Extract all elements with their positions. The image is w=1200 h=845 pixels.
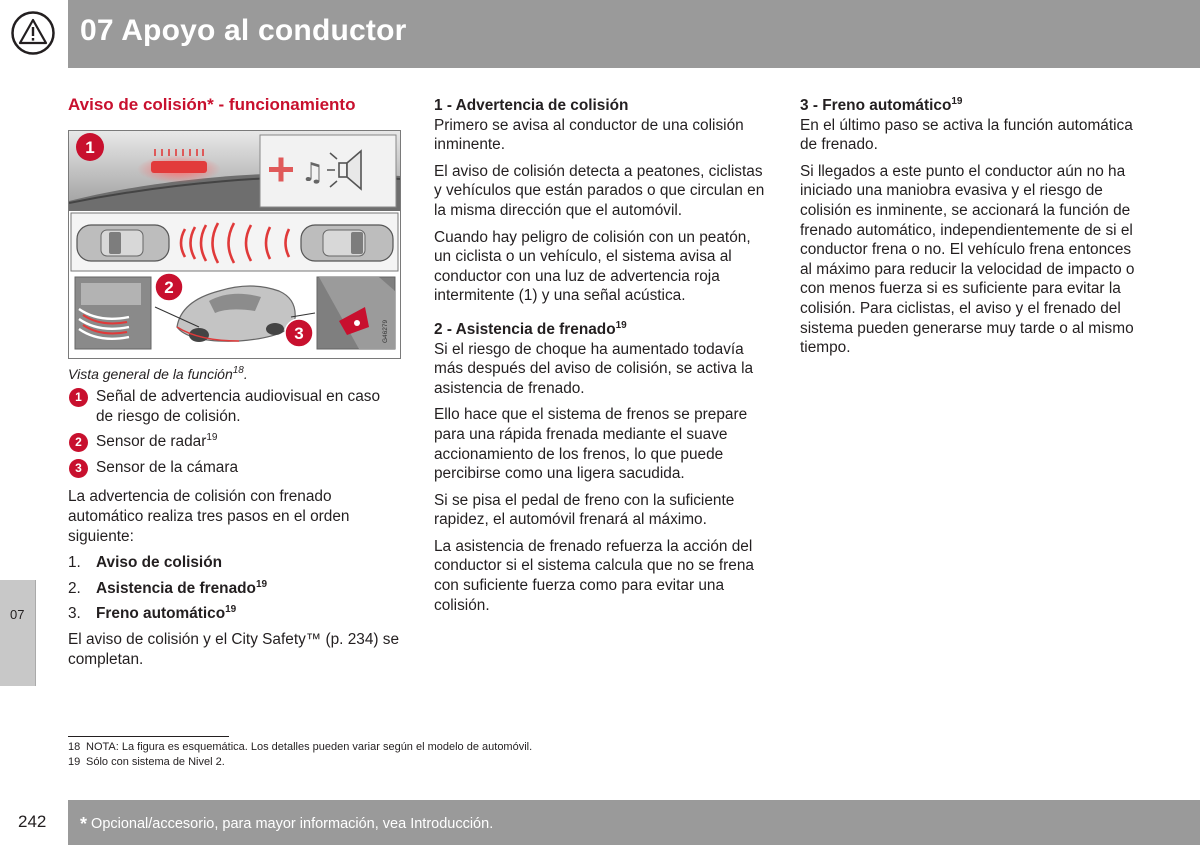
- badge-2: [155, 273, 183, 301]
- legend-badge: 2: [69, 433, 88, 452]
- chapter-tab-label: 07: [10, 607, 25, 622]
- legend-badge: 1: [69, 388, 88, 407]
- step-text: Aviso de colisión: [96, 554, 223, 572]
- paragraph: Ello hace que el sistema de frenos se prepare para una rápida frenada mediante el suave accionamiento de los frenos, lo que puede percibirse como una ligera sacudida.: [434, 406, 748, 483]
- closing-paragraph: El aviso de colisión y el City Safety™ (p. 234) se completan.: [68, 630, 400, 668]
- paragraph: Si llegados a este punto el conductor aún no ha iniciado una maniobra evasiva y el riesgo de colisión es inminente, se accionará la función de frenado automático, independientemente de si el conductor frena o no. El vehículo frena entonces al máximo para reducir la velocidad de impacto o con menos fuerza si es suficiente para evitar la colisión. Para ciclistas, el aviso y el frenado del sistema pueden generarse muy tarde o al mismo tiempo.: [800, 162, 1135, 357]
- figure-caption: [68, 365, 401, 383]
- step-number: 2.: [68, 579, 81, 597]
- legend-badge: 3: [69, 459, 88, 478]
- page-number: 242: [18, 812, 47, 831]
- legend-text: Sensor de la cámara: [96, 458, 239, 476]
- footnote-text: NOTA: La figura es esquemática. Los detalles pueden variar según el modelo de automóvil.: [86, 741, 533, 753]
- paragraph: Cuando hay peligro de colisión con un peatón, un ciclista o un vehículo, el sistema avisa al conductor con una luz de advertencia roja intermitente (1) y una señal acústica.: [434, 228, 751, 305]
- figure-caption-ref: 18: [232, 365, 244, 376]
- step-item: [68, 553, 401, 573]
- section-3-sup: 19: [951, 96, 963, 107]
- step-item: [68, 579, 401, 599]
- legend-item: [68, 432, 401, 452]
- footer-star: *: [80, 814, 88, 834]
- footnote: [68, 741, 532, 753]
- page-title: 07 Apoyo al conductor: [80, 14, 407, 47]
- figure-code: G46279: [382, 319, 389, 343]
- grille: [81, 283, 141, 305]
- section-heading: Aviso de colisión* - funcionamiento: [68, 95, 356, 114]
- vehicle-ahead-icon: [301, 225, 393, 261]
- footnote: [68, 756, 225, 768]
- section-3-title-text: 3 - Freno automático: [800, 97, 952, 114]
- footnote-text: Sólo con sistema de Nivel 2.: [86, 756, 225, 768]
- footnote-number: 19: [68, 756, 81, 768]
- chapter-tab-rule: [35, 580, 36, 686]
- step-text: Asistencia de frenado: [96, 579, 256, 597]
- footnote-number: 18: [68, 741, 81, 753]
- step-sup: 19: [225, 604, 237, 616]
- badge-3-label: 3: [294, 324, 304, 343]
- column-2: [434, 96, 770, 622]
- step-number: 3.: [68, 605, 81, 623]
- step-number: 1.: [68, 554, 81, 572]
- page-number-box: [0, 800, 66, 845]
- section-3-title: [800, 96, 1135, 116]
- warning-light: [151, 161, 207, 173]
- badge-1: [76, 133, 104, 161]
- header-icon-box: [0, 0, 66, 68]
- legend-text: Señal de advertencia audiovisual en caso de riesgo de colisión.: [96, 388, 381, 425]
- chapter-tab: [0, 580, 35, 686]
- section-1-title: 1 - Advertencia de colisión: [434, 97, 629, 114]
- paragraph: Primero se avisa al conductor de una colisión inminente.: [434, 116, 744, 154]
- legend-text: Sensor de radar: [96, 433, 207, 451]
- footer-note: [80, 814, 493, 835]
- paragraph: La asistencia de frenado refuerza la acción del conductor si el sistema calcula que no se frena con suficiente fuerza como para evitar una colisión.: [434, 537, 754, 614]
- badge-1-label: 1: [85, 138, 95, 157]
- step-text: Freno automático: [96, 605, 226, 623]
- paragraph: En el último paso se activa la función automática de frenado.: [800, 116, 1133, 154]
- badge-3: [285, 319, 313, 347]
- figure-illustration: [69, 131, 400, 358]
- intro-paragraph: La advertencia de colisión con frenado automático realiza tres pasos en el orden siguiente:: [68, 488, 350, 545]
- paragraph: El aviso de colisión detecta a peatones, ciclistas y vehículos que están parados o que circulan en la misma dirección que el automóvil.: [434, 162, 765, 219]
- figure-caption-end: .: [243, 366, 248, 382]
- section-2-sup: 19: [615, 319, 627, 331]
- step-item: [68, 604, 401, 624]
- column-1: [68, 94, 401, 676]
- warning-triangle-icon: [11, 11, 55, 55]
- footnote-rule: [68, 736, 229, 737]
- function-overview-figure: [68, 130, 401, 359]
- badge-2-label: 2: [164, 278, 174, 297]
- legend-sup: 19: [206, 432, 218, 444]
- own-car-icon: [77, 225, 169, 261]
- section-2-title-text: 2 - Asistencia de frenado: [434, 320, 616, 338]
- figure-caption-text: Vista general de la función: [68, 366, 233, 382]
- footer-text: Opcional/accesorio, para mayor información, vea Introducción.: [91, 816, 494, 832]
- paragraph: Si se pisa el pedal de freno con la suficiente rapidez, el automóvil frenará al máximo.: [434, 491, 735, 529]
- column-3: [800, 96, 1135, 365]
- step-sup: 19: [255, 578, 268, 590]
- legend-item: [68, 458, 401, 478]
- section-2-title: [434, 320, 770, 340]
- paragraph: Si el riesgo de choque ha aumentado todavía más después del aviso de colisión, se activa la asistencia de frenado.: [434, 340, 754, 397]
- music-note-icon: ♫: [301, 158, 325, 188]
- legend-item: [68, 387, 401, 426]
